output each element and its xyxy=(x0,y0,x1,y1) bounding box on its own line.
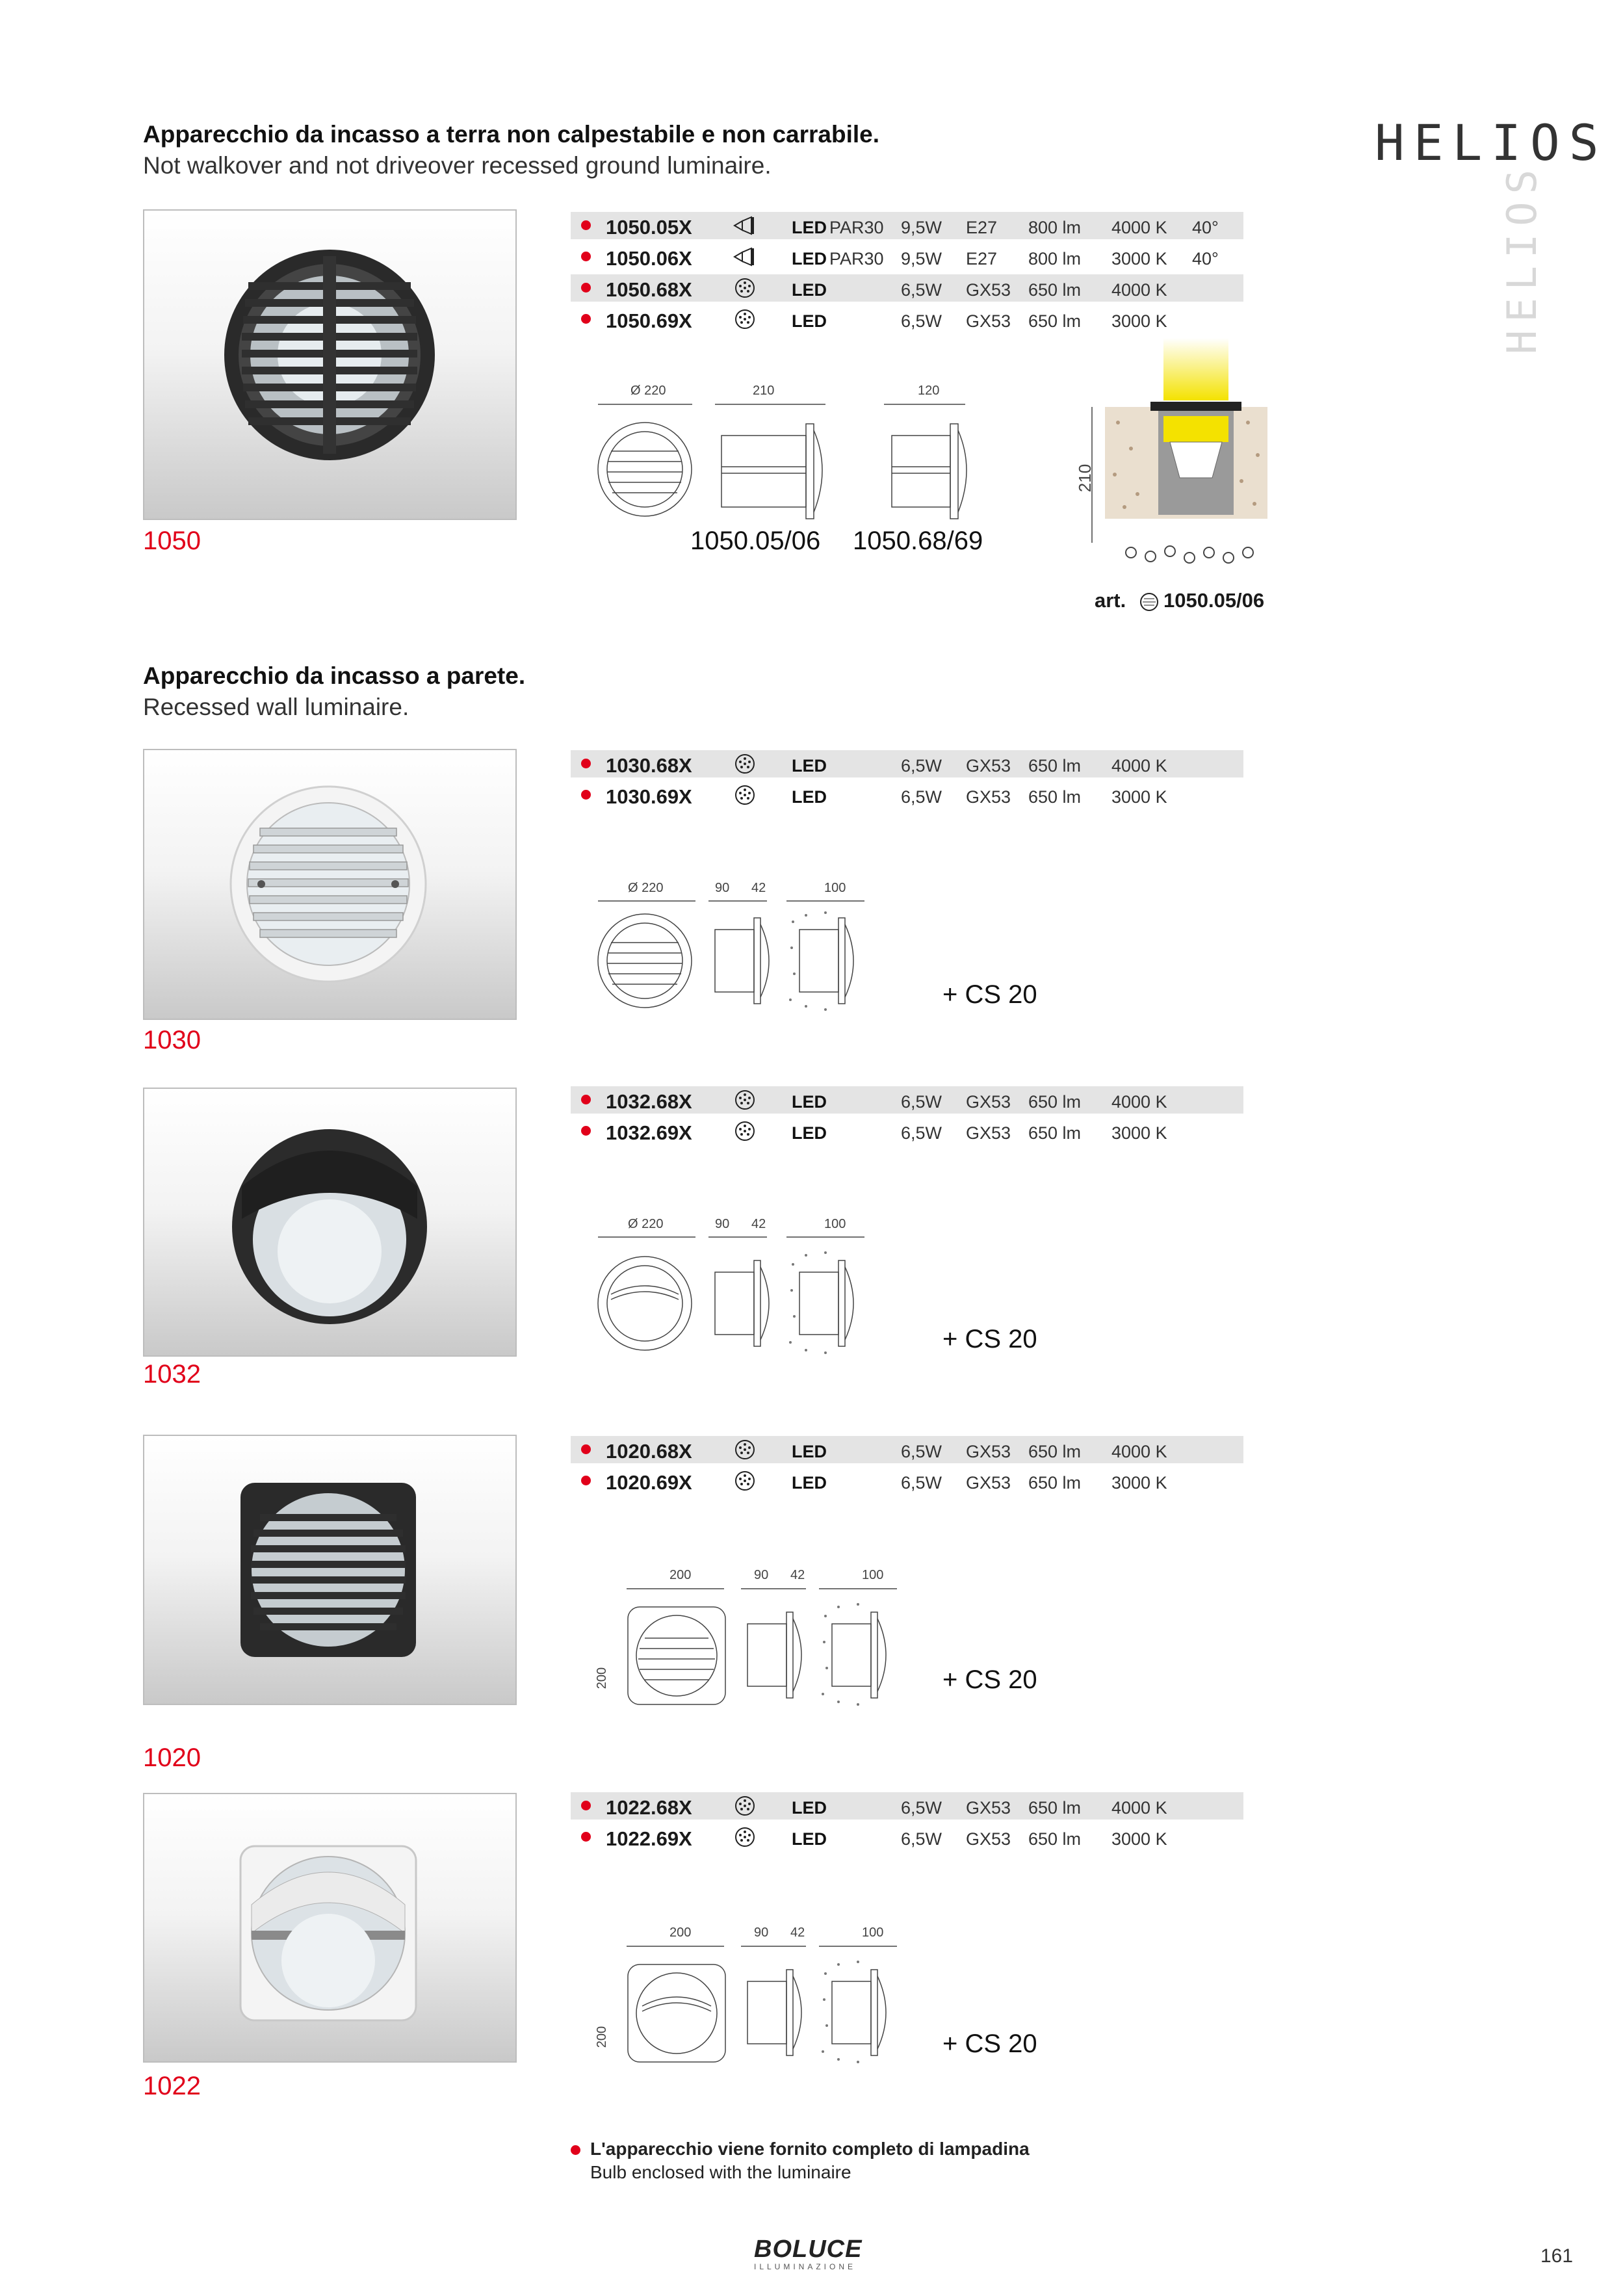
logo-tagline: ILLUMINAZIONE xyxy=(754,2262,857,2271)
spec-beam: 40° xyxy=(1192,218,1219,237)
technical-drawing-1030 xyxy=(585,896,923,1019)
spec-code: 1032.68X xyxy=(606,1090,692,1113)
spec-power: 6,5W xyxy=(901,311,942,331)
brand-title-vertical: HELIOS xyxy=(1498,162,1546,354)
spec-lamp: PAR30 xyxy=(829,249,884,268)
square-black-grille-luminaire-image xyxy=(144,1436,517,1705)
par30-lamp-icon xyxy=(732,215,758,237)
dim-b: 90 xyxy=(715,1217,730,1231)
spec-socket: E27 xyxy=(966,218,998,237)
bulb-included-dot xyxy=(581,314,591,324)
installation-section-drawing xyxy=(1079,338,1293,585)
dim-install-depth: 210 xyxy=(1075,463,1095,493)
dim-b: 90 xyxy=(754,1568,769,1582)
dim-a: Ø 220 xyxy=(628,1217,664,1231)
led-module-icon xyxy=(732,1470,758,1492)
spec-type: LED xyxy=(792,1123,827,1143)
spec-cct: 3000 K xyxy=(1111,1473,1167,1493)
spec-power: 6,5W xyxy=(901,1473,942,1493)
spec-code: 1022.69X xyxy=(606,1827,692,1850)
dim-h: 200 xyxy=(595,2026,610,2048)
spec-type: LED xyxy=(792,1092,827,1112)
spec-lumen: 650 lm xyxy=(1028,1442,1082,1461)
dim-b: 90 xyxy=(754,1925,769,1940)
dim-c: 42 xyxy=(790,1925,805,1940)
footnote-en: Bulb enclosed with the luminaire xyxy=(590,2162,851,2182)
footnote-dot xyxy=(571,2145,580,2155)
accessory-label: + CS 20 xyxy=(942,2029,1037,2058)
spec-socket: GX53 xyxy=(966,787,1011,807)
product-photo-1032 xyxy=(143,1088,517,1357)
technical-drawing-1032 xyxy=(585,1232,923,1362)
spec-type: LED xyxy=(792,1442,827,1461)
spec-lumen: 650 lm xyxy=(1028,311,1082,331)
spec-type: LED xyxy=(792,787,827,807)
product-code-1020: 1020 xyxy=(143,1743,201,1772)
spec-cct: 4000 K xyxy=(1111,756,1167,776)
led-module-icon xyxy=(732,1795,758,1817)
spec-code: 1020.69X xyxy=(606,1471,692,1494)
spec-power: 9,5W xyxy=(901,249,942,268)
spec-row xyxy=(571,1792,1243,1820)
led-module-icon xyxy=(732,1120,758,1142)
section2-title: Apparecchio da incasso a parete. xyxy=(143,662,526,689)
spec-lumen: 650 lm xyxy=(1028,280,1082,300)
dim-depth-b: 120 xyxy=(918,384,940,398)
product-code-1050: 1050 xyxy=(143,527,201,555)
spec-cct: 3000 K xyxy=(1111,1123,1167,1143)
dim-d: 100 xyxy=(824,881,846,895)
spec-lumen: 650 lm xyxy=(1028,787,1082,807)
dim-a: 200 xyxy=(669,1568,692,1582)
spec-type: LED xyxy=(792,218,827,237)
page-number: 161 xyxy=(1540,2245,1574,2267)
spec-socket: GX53 xyxy=(966,1798,1011,1818)
spec-code: 1050.68X xyxy=(606,278,692,301)
bulb-included-dot xyxy=(581,1801,591,1810)
spec-socket: GX53 xyxy=(966,1473,1011,1493)
spec-socket: GX53 xyxy=(966,1092,1011,1112)
dim-d: 100 xyxy=(862,1925,884,1940)
led-module-icon xyxy=(732,308,758,330)
spec-row xyxy=(571,212,1243,239)
square-white-eyelid-luminaire-image xyxy=(144,1794,517,2063)
product-photo-1020 xyxy=(143,1435,517,1705)
spec-power: 6,5W xyxy=(901,756,942,776)
spec-code: 1050.69X xyxy=(606,309,692,332)
dim-d: 100 xyxy=(862,1568,884,1582)
spec-cct: 3000 K xyxy=(1111,787,1167,807)
spec-code: 1050.06X xyxy=(606,247,692,270)
spec-socket: GX53 xyxy=(966,1829,1011,1849)
dim-c: 42 xyxy=(751,1217,766,1231)
led-module-icon xyxy=(732,784,758,806)
spec-cct: 4000 K xyxy=(1111,1092,1167,1112)
bulb-included-dot xyxy=(581,1095,591,1104)
spec-row xyxy=(571,274,1243,302)
dim-d: 100 xyxy=(824,1217,846,1231)
brand-title: HELIOS xyxy=(1375,114,1608,172)
spec-row xyxy=(571,306,1243,333)
led-module-icon xyxy=(732,753,758,775)
dim-a: Ø 220 xyxy=(628,881,664,895)
bulb-included-dot xyxy=(581,283,591,293)
section2-subtitle: Recessed wall luminaire. xyxy=(143,694,409,720)
spec-type: LED xyxy=(792,311,827,331)
round-grille-luminaire-image xyxy=(144,211,517,520)
spec-lumen: 800 lm xyxy=(1028,249,1082,268)
spec-code: 1050.05X xyxy=(606,216,692,239)
spec-power: 6,5W xyxy=(901,787,942,807)
spec-cct: 3000 K xyxy=(1111,311,1167,331)
spec-code: 1030.68X xyxy=(606,754,692,777)
bulb-included-dot xyxy=(581,1126,591,1136)
accessory-label: + CS 20 xyxy=(942,980,1037,1009)
spec-socket: GX53 xyxy=(966,280,1011,300)
product-code-1030: 1030 xyxy=(143,1026,201,1054)
bulb-included-dot xyxy=(581,252,591,261)
spec-lumen: 650 lm xyxy=(1028,1092,1082,1112)
spec-code: 1030.69X xyxy=(606,785,692,808)
spec-lumen: 650 lm xyxy=(1028,1798,1082,1818)
bulb-included-dot xyxy=(581,1476,591,1485)
round-eyelid-luminaire-image xyxy=(144,1089,517,1357)
spec-cct: 4000 K xyxy=(1111,1442,1167,1461)
dim-a: 200 xyxy=(669,1925,692,1940)
dim-diameter: Ø 220 xyxy=(630,384,666,398)
spec-cct: 3000 K xyxy=(1111,1829,1167,1849)
spec-row xyxy=(571,1467,1243,1494)
spec-type: LED xyxy=(792,756,827,776)
led-module-icon xyxy=(1139,592,1160,612)
spec-lumen: 650 lm xyxy=(1028,1123,1082,1143)
spec-power: 6,5W xyxy=(901,280,942,300)
spec-row xyxy=(571,1823,1243,1851)
spec-power: 6,5W xyxy=(901,1092,942,1112)
spec-row xyxy=(571,1086,1243,1114)
spec-cct: 4000 K xyxy=(1111,218,1167,237)
spec-socket: GX53 xyxy=(966,311,1011,331)
bulb-included-dot xyxy=(581,759,591,768)
led-module-icon xyxy=(732,277,758,299)
dim-c: 42 xyxy=(751,881,766,895)
spec-cct: 3000 K xyxy=(1111,249,1167,268)
spec-lamp: PAR30 xyxy=(829,218,884,237)
footnote-it: L'apparecchio viene fornito completo di lampadina xyxy=(590,2139,1030,2159)
logo-wordmark: BOLUCE xyxy=(754,2236,863,2263)
spec-lumen: 650 lm xyxy=(1028,1829,1082,1849)
art-label: art. xyxy=(1095,589,1126,612)
spec-type: LED xyxy=(792,280,827,300)
led-module-icon xyxy=(732,1089,758,1111)
spec-code: 1022.68X xyxy=(606,1796,692,1819)
product-photo-1022 xyxy=(143,1793,517,2063)
spec-beam: 40° xyxy=(1192,249,1219,268)
section1-subtitle: Not walkover and not driveover recessed ground luminaire. xyxy=(143,152,772,179)
spec-lumen: 650 lm xyxy=(1028,1473,1082,1493)
model-label-a: 1050.05/06 xyxy=(690,527,821,555)
spec-socket: GX53 xyxy=(966,756,1011,776)
spec-lumen: 650 lm xyxy=(1028,756,1082,776)
spec-type: LED xyxy=(792,1829,827,1849)
bulb-included-dot xyxy=(581,790,591,800)
dim-h: 200 xyxy=(595,1667,610,1689)
spec-socket: E27 xyxy=(966,249,998,268)
spec-type: LED xyxy=(792,1473,827,1493)
product-photo-1030 xyxy=(143,749,517,1020)
led-module-icon xyxy=(732,1439,758,1461)
spec-power: 6,5W xyxy=(901,1123,942,1143)
product-photo-1050 xyxy=(143,209,517,520)
spec-cct: 4000 K xyxy=(1111,280,1167,300)
technical-drawing-1022 xyxy=(611,1941,949,2071)
technical-drawing-1020 xyxy=(611,1584,949,1714)
product-code-1032: 1032 xyxy=(143,1360,201,1389)
spec-row xyxy=(571,243,1243,270)
technical-drawing-1050 xyxy=(585,398,988,528)
spec-power: 6,5W xyxy=(901,1798,942,1818)
spec-row xyxy=(571,781,1243,809)
bulb-included-dot xyxy=(581,1444,591,1454)
bulb-included-dot xyxy=(581,1832,591,1842)
spec-type: LED xyxy=(792,1798,827,1818)
spec-socket: GX53 xyxy=(966,1442,1011,1461)
model-label-b: 1050.68/69 xyxy=(853,527,983,555)
spec-code: 1032.69X xyxy=(606,1121,692,1144)
spec-power: 6,5W xyxy=(901,1442,942,1461)
art-code: 1050.05/06 xyxy=(1163,589,1265,612)
dim-depth-a: 210 xyxy=(753,384,775,398)
spec-socket: GX53 xyxy=(966,1123,1011,1143)
led-module-icon xyxy=(732,1826,758,1848)
spec-cct: 4000 K xyxy=(1111,1798,1167,1818)
spec-row xyxy=(571,1436,1243,1463)
spec-row xyxy=(571,1117,1243,1145)
brand-logo xyxy=(754,2236,877,2275)
dim-b: 90 xyxy=(715,881,730,895)
accessory-label: + CS 20 xyxy=(942,1665,1037,1694)
spec-type: LED xyxy=(792,249,827,268)
section1-title: Apparecchio da incasso a terra non calpestabile e non carrabile. xyxy=(143,121,880,148)
spec-lumen: 800 lm xyxy=(1028,218,1082,237)
spec-code: 1020.68X xyxy=(606,1440,692,1463)
round-white-grille-luminaire-image xyxy=(144,750,517,1020)
spec-row xyxy=(571,750,1243,777)
product-code-1022: 1022 xyxy=(143,2072,201,2100)
spec-power: 9,5W xyxy=(901,218,942,237)
par30-lamp-icon xyxy=(732,246,758,268)
spec-power: 6,5W xyxy=(901,1829,942,1849)
dim-c: 42 xyxy=(790,1568,805,1582)
bulb-included-dot xyxy=(581,220,591,230)
accessory-label: + CS 20 xyxy=(942,1325,1037,1353)
